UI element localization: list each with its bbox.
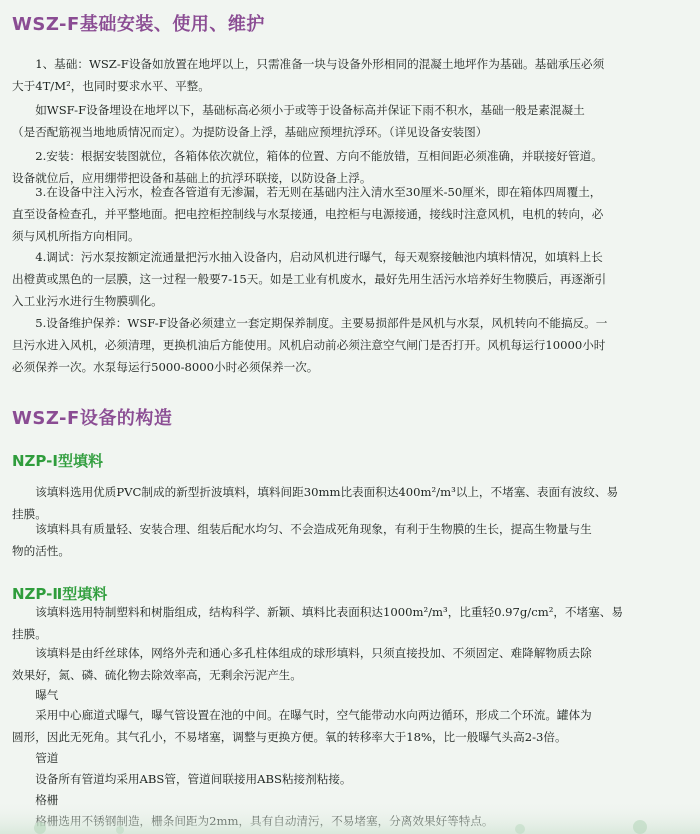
- paragraph-buried-foundation: 如WSF-F设备埋设在地坪以下，基础标高必须小于或等于设备标高并保证下雨不积水，基础一般是素混凝土 （是否配筋视当地地质情况而定）。为提防设备上浮，基础应预埋抗浮环。（详见设备安装图）: [12, 103, 585, 139]
- subsection-title-nzp2: NZP-Ⅱ型填料: [12, 585, 108, 603]
- paragraph-pipe: 设备所有管道均采用ABS管，管道间联接用ABS粘接剂粘接。: [12, 772, 352, 786]
- paragraph-nzp1-material: 该填料选用优质PVC制成的新型折波填料，填料间距30mm比表面积达400m²/m³以上，不堵塞、表面有波纹、易 挂膜。: [12, 485, 619, 521]
- paragraph-nzp1-features: 该填料具有质量轻、安装合理、组装后配水均匀、不会造成死角现象，有利于生物膜的生长，提高生物量与生 物的活性。: [12, 522, 592, 558]
- paragraph-aeration: 采用中心廊道式曝气，曝气管设置在池的中间。在曝气时，空气能带动水向两边循环，形成二个环流。罐体为 圆形，因此无死角。其气孔小，不易堵塞，调整与更换方便。氧的转移率大于18%，比一般曝气头高2-3倍。: [12, 708, 592, 744]
- heading-pipe: 管道: [12, 751, 59, 765]
- paragraph-nzp2-features: 该填料是由纤丝球体，网络外壳和通心多孔柱体组成的球形填料，只须直接投加、不须固定、难降解物质去除 效果好，氮、磷、硫化物去除效率高，无剩余污泥产生。: [12, 646, 592, 682]
- section-title-installation: WSZ-F基础安装、使用、维护: [12, 14, 265, 35]
- paragraph-water-test: 3.在设备中注入污水，检查各管道有无渗漏，若无则在基础内注入清水至30厘米-50厘米，即在箱体四周覆土， 直至设备检查孔，并平整地面。把电控柜控制线与水泵接通，电控柜与电源接通，接线时注意风机，电机的转向，必 须与风机所指方向相同。: [12, 185, 604, 243]
- paragraph-nzp2-material: 该填料选用特制塑料和树脂组成，结构科学、新颖、填料比表面积达1000m²/m³，比重轻0.97g/cm²，不堵塞、易 挂膜。: [12, 605, 623, 641]
- heading-aeration: 曝气: [12, 688, 59, 702]
- section-title-structure: WSZ-F设备的构造: [12, 408, 173, 429]
- bottom-decoration: [0, 800, 700, 834]
- paragraph-commissioning: 4.调试：污水泵按额定流通量把污水抽入设备内，启动风机进行曝气，每天观察接触池内填料情况，如填料上长 出橙黄或黑色的一层膜，这一过程一般要7-15天。如是工业有机废水，最好先用生活污水培养好生物膜后，再逐渐引 入工业污水进行生物膜驯化。: [12, 250, 607, 308]
- subsection-title-nzp1: NZP-Ⅰ型填料: [12, 452, 103, 470]
- paragraph-foundation: 1、基础：WSZ-F设备如放置在地坪以上，只需准备一块与设备外形相同的混凝土地坪作为基础。基础承压必须 大于4T/M²，也同时要求水平、平整。: [12, 57, 605, 93]
- paragraph-maintenance: 5.设备维护保养：WSF-F设备必须建立一套定期保养制度。主要易损部件是风机与水泵，风机转向不能搞反。一 旦污水进入风机，必须清理，更换机油后方能使用。风机启动前必须注意空气闸门是否打开。风机每运行10000小时 必须保养一次。水泵每运行5000-8000小时必须保养一次。: [12, 316, 608, 374]
- paragraph-installation: 2.安装：根据安装图就位，各箱体依次就位，箱体的位置、方向不能放错，互相间距必须准确，并联接好管道。 设备就位后，应用绷带把设备和基础上的抗浮环联接，以防设备上浮。: [12, 149, 603, 185]
